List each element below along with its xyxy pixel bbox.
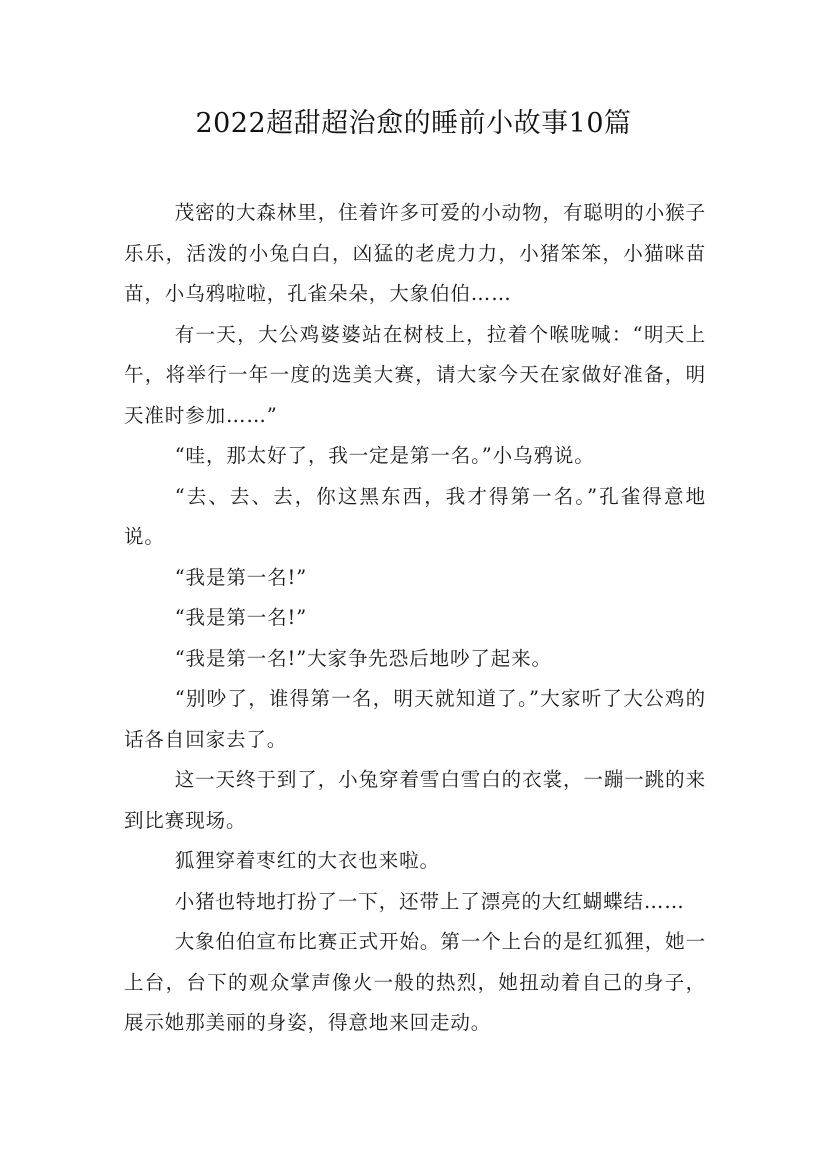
paragraph-first-place-1: “我是第一名!” — [174, 565, 308, 589]
paragraph-pig-dresses: 小猪也特地打扮了一下，还带上了漂亮的大红蝴蝶结…… — [174, 889, 685, 913]
paragraph-forest-intro: 茂密的大森林里，住着许多可爱的小动物，有聪明的小猴子乐乐，活泼的小兔白白，凶猛的老虎力力，小猪笨笨，小猫咪苗苗，小乌鸦啦啦，孔雀朵朵，大象伯伯…… — [124, 201, 706, 305]
document-title: 2022超甜超治愈的睡前小故事10篇 — [195, 108, 632, 139]
story-body — [124, 193, 706, 1044]
paragraph-contest-begins: 大象伯伯宣布比赛正式开始。第一个上台的是红狐狸，她一上台，台下的观众掌声像火一般的热烈，她扭动着自己的身子，展示她那美丽的身姿，得意地来回走动。 — [124, 930, 706, 1034]
paragraph-rabbit-arrives: 这一天终于到了，小兔穿着雪白雪白的衣裳，一蹦一跳的来到比赛现场。 — [124, 768, 706, 832]
paragraph-fox-arrives: 狐狸穿着枣红的大衣也来啦。 — [174, 849, 440, 872]
paragraph-rooster-announcement: 有一天，大公鸡婆婆站在树枝上，拉着个喉咙喊：“明天上午，将举行一年一度的选美大赛，请大家今天在家做好准备，明天准时参加……” — [124, 322, 706, 427]
paragraph-peacock-speaks: “去、去、去，你这黑东西，我才得第一名。”孔雀得意地说。 — [124, 484, 706, 548]
paragraph-crow-speaks: “哇，那太好了，我一定是第一名。”小乌鸦说。 — [174, 444, 595, 467]
paragraph-stop-arguing: “别吵了，谁得第一名，明天就知道了。”大家听了大公鸡的话各自回家去了。 — [124, 687, 706, 751]
paragraph-first-place-3: “我是第一名!”大家争先恐后地吵了起来。 — [174, 646, 552, 670]
paragraph-first-place-2: “我是第一名!” — [174, 606, 308, 629]
